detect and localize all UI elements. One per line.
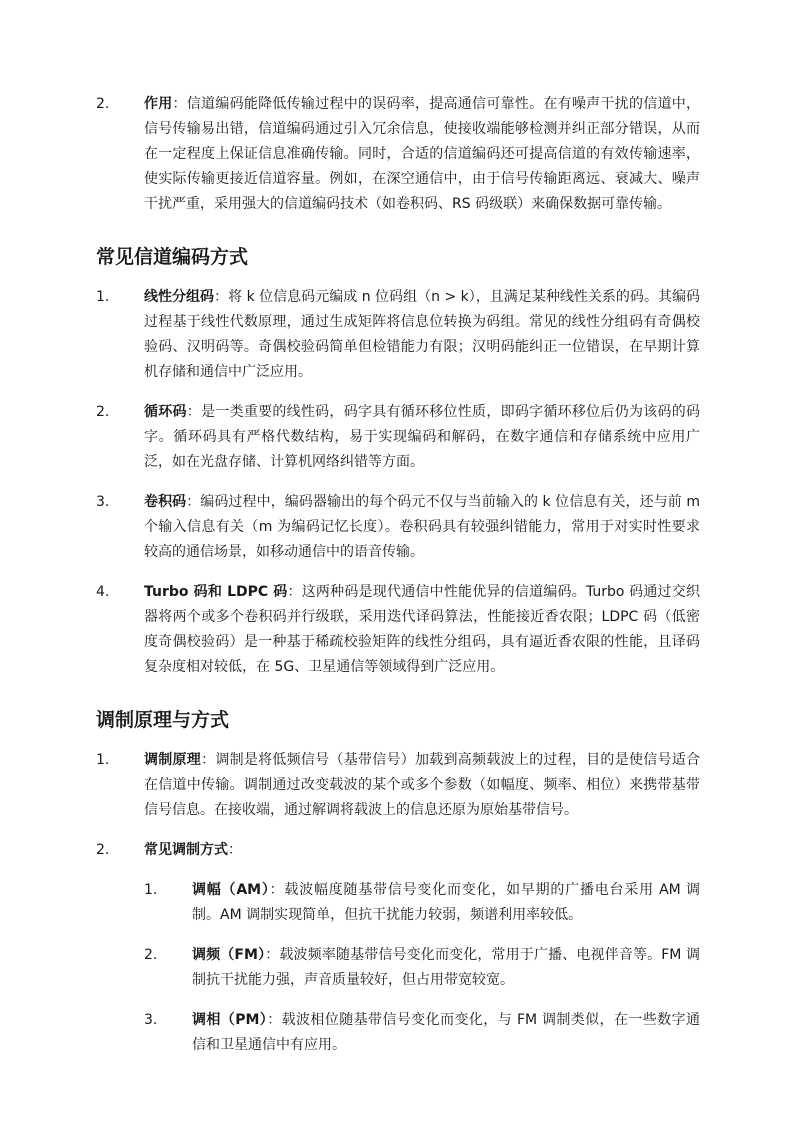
item-label: 循环码 (144, 404, 187, 420)
list-number: 4. (96, 584, 110, 600)
list-number: 1. (96, 289, 110, 305)
list-number: 1. (96, 752, 110, 768)
list-item-intro (0, 92, 794, 217)
item-text: ：载波相位随基带信号变化而变化，与 FM 调制类似，在一些数字通信和卫星通信中有应用。 (192, 1012, 700, 1053)
item-label: 线性分组码 (144, 289, 215, 305)
list-number: 3. (144, 1012, 158, 1028)
item-text: ：编码过程中，编码器输出的每个码元不仅与当前输入的 k 位信息有关，还与前 m 个输入信息有关（m 为编码记忆长度）。卷积码具有较强纠错能力，常用于对实时性要求较高的通信场景，如移动通信中的语音传输。 (144, 494, 701, 560)
list-number: 2. (96, 842, 110, 858)
item-text: ：载波幅度随基带信号变化而变化，如早期的广播电台采用 AM 调制。AM 调制实现简单，但抗干扰能力较弱，频谱利用率较低。 (192, 882, 700, 923)
item-text: ：是一类重要的线性码，码字具有循环移位性质，即码字循环移位后仍为该码的码字。循环码具有严格代数结构，易于实现编码和解码，在数字通信和存储系统中应用广泛，如在光盘存储、计算机网络纠错等方面。 (144, 404, 701, 470)
document-page (0, 92, 794, 1058)
item-label: 调相（PM） (192, 1012, 268, 1028)
sub-list-item (0, 943, 794, 993)
item-label: 调频（FM） (192, 947, 266, 963)
item-label: Turbo 码和 LDPC 码 (144, 584, 288, 600)
list-number: 1. (144, 882, 158, 898)
list-number: 2. (96, 96, 110, 112)
list-item (0, 400, 794, 475)
list-item (0, 580, 794, 680)
item-text: ：载波频率随基带信号变化而变化，常用于广播、电视伴音等。FM 调制抗干扰能力强，声音质量较好，但占用带宽较宽。 (192, 947, 700, 988)
list-number: 2. (144, 947, 158, 963)
item-label: 调幅（AM） (192, 882, 270, 898)
sub-list-item (0, 878, 794, 928)
item-label: 卷积码 (144, 494, 187, 510)
list-item (0, 748, 794, 823)
list-item (0, 490, 794, 565)
section-heading-modulation: 调制原理与方式 (96, 709, 230, 731)
item-label: 调制原理 (144, 752, 202, 768)
item-text: ：这两种码是现代通信中性能优异的信道编码。Turbo 码通过交织器将两个或多个卷积码并行级联，采用迭代译码算法，性能接近香农限；LDPC 码（低密度奇偶校验码）是一种基于稀疏校验矩阵的线性分组码，具有逼近香农限的性能，且译码复杂度相对较低，在 5G、卫星通信等领域得到广泛应用。 (144, 584, 700, 675)
item-text: ：将 k 位信息码元编成 n 位码组（n > k），且满足某种线性关系的码。其编码过程基于线性代数原理，通过生成矩阵将信息位转换为码组。常见的线性分组码有奇偶校验码、汉明码等。奇偶校验码简单但检错能力有限；汉明码能纠正一位错误，在早期计算机存储和通信中广泛应用。 (144, 289, 700, 380)
item-text: ： (228, 842, 242, 858)
item-label: 常见调制方式 (144, 842, 228, 858)
section-heading-coding: 常见信道编码方式 (96, 246, 249, 268)
list-item (0, 285, 794, 385)
list-item (0, 838, 794, 863)
list-number: 3. (96, 494, 110, 510)
list-number: 2. (96, 404, 110, 420)
item-label: 作用 (144, 96, 173, 112)
sub-list-item (0, 1008, 794, 1058)
item-text: ：信道编码能降低传输过程中的误码率，提高通信可靠性。在有噪声干扰的信道中，信号传输易出错，信道编码通过引入冗余信息，使接收端能够检测并纠正部分错误，从而在一定程度上保证信息准确传输。同时，合适的信道编码还可提高信道的有效传输速率，使实际传输更接近信道容量。例如，在深空通信中，由于信号传输距离远、衰减大、噪声干扰严重，采用强大的信道编码技术（如卷积码、RS 码级联）来确保数据可靠传输。 (144, 96, 701, 212)
item-text: ：调制是将低频信号（基带信号）加载到高频载波上的过程，目的是使信号适合在信道中传输。调制通过改变载波的某个或多个参数（如幅度、频率、相位）来携带基带信号信息。在接收端，通过解调将载波上的信息还原为原始基带信号。 (144, 752, 701, 818)
